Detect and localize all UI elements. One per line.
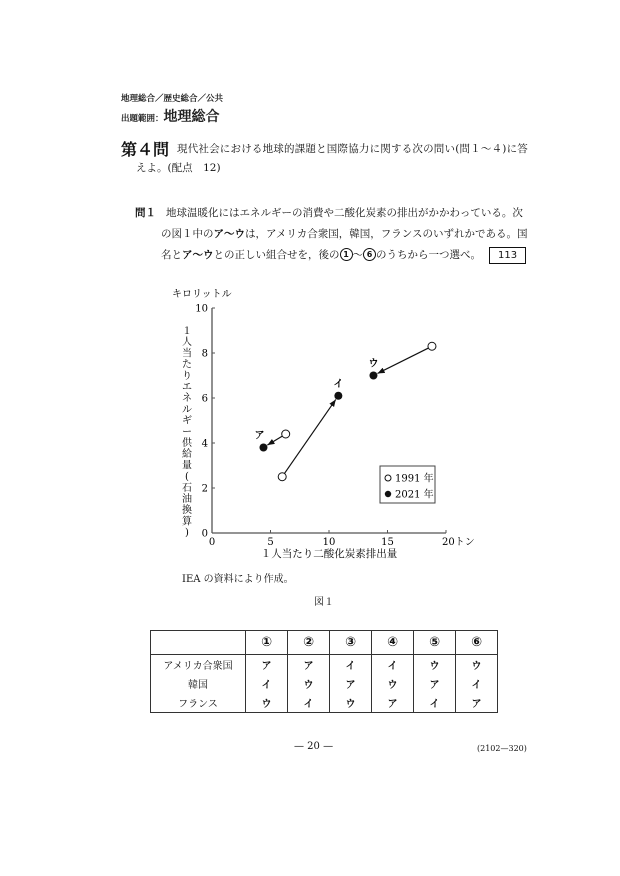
- y-axis-label-char: 量: [182, 460, 192, 472]
- table-cell: イ: [246, 674, 288, 693]
- y-tick-label: 6: [201, 393, 208, 405]
- choice-number-header: ②: [288, 631, 330, 655]
- choice-number-header: ③: [330, 631, 372, 655]
- table-cell: イ: [372, 655, 414, 675]
- x-tick-label: 10: [322, 537, 336, 548]
- y-axis-label-char: ル: [182, 404, 192, 416]
- table-cell: ア: [288, 655, 330, 675]
- legend: [380, 466, 435, 503]
- y-axis-label-char: た: [182, 359, 192, 371]
- y-axis-label-char: ): [185, 527, 189, 539]
- header-empty-cell: [151, 631, 246, 655]
- country-label: フランス: [178, 699, 218, 710]
- choice-number-header: ⑤: [414, 631, 456, 655]
- choices-table: [150, 630, 498, 713]
- page-number: — 20 —: [294, 741, 334, 752]
- table-cell: イ: [414, 693, 456, 713]
- text: 名と: [161, 249, 182, 261]
- point-2021: [334, 392, 342, 400]
- x-tick-label: 0: [208, 537, 216, 548]
- text: のうちから一つ選べ。: [376, 249, 481, 261]
- series-イ: [278, 378, 343, 481]
- y-axis-label-char: 人: [182, 337, 192, 349]
- table-row: [151, 693, 498, 713]
- y-tick-label: 4: [201, 438, 208, 450]
- table-cell: ウ: [372, 674, 414, 693]
- series-ウ: [368, 342, 436, 379]
- y-axis-label-char: 給: [182, 449, 192, 461]
- answer-number-box[interactable]: 113: [489, 247, 526, 264]
- y-axis-label-char: ギ: [182, 415, 192, 427]
- table-header-row: [151, 631, 498, 655]
- question-text-line2: えよ。(配点 12): [136, 162, 221, 174]
- point-1991: [282, 430, 290, 438]
- choice-first-icon: 1: [340, 248, 353, 261]
- y-unit-label: キロリットル: [172, 289, 232, 300]
- series-label: ア: [254, 430, 265, 442]
- y-axis-label-char: 算: [182, 516, 192, 528]
- range-value: 地理総合: [163, 109, 220, 125]
- y-axis-label-char: り: [182, 370, 192, 382]
- text: は，アメリカ合衆国，韓国，フランスのいずれかである。国: [245, 228, 528, 240]
- text: との正しい組合せを，後の: [213, 249, 340, 261]
- range-prefix: 出題範囲：: [121, 114, 164, 124]
- country-label: 韓国: [188, 680, 208, 691]
- table-cell: ウ: [246, 693, 288, 713]
- y-axis-label-char: 油: [182, 494, 192, 505]
- legend-label: 2021 年: [395, 489, 434, 501]
- y-axis-label-char: 換: [182, 505, 192, 517]
- y-tick-label: 2: [201, 483, 208, 495]
- question-number: 第４問: [121, 140, 170, 159]
- trend-arrow: [284, 399, 335, 473]
- country-label: アメリカ合衆国: [163, 661, 233, 672]
- legend-label: 1991 年: [395, 473, 434, 485]
- table-cell: ア: [456, 693, 498, 713]
- choice-last-icon: 6: [363, 248, 376, 261]
- table-cell: イ: [288, 693, 330, 713]
- table-cell: ア: [414, 674, 456, 693]
- table-row: [151, 655, 498, 675]
- bold-text: ア～ウ: [213, 228, 245, 240]
- table-cell: ウ: [288, 674, 330, 693]
- y-axis-label-char: １: [182, 326, 192, 337]
- y-axis-label: [182, 326, 193, 539]
- x-tick-label: 20トン: [442, 537, 475, 548]
- text: の図１中の: [161, 228, 214, 240]
- table-cell: イ: [456, 674, 498, 693]
- subject-label: 地理総合／歴史総合／公共: [121, 94, 224, 104]
- table-cell: ア: [372, 693, 414, 713]
- trend-arrow: [267, 436, 282, 445]
- x-tick-label: 15: [381, 537, 394, 548]
- y-axis-label-char: 当: [182, 348, 192, 360]
- y-tick-label: 8: [201, 348, 208, 360]
- chart-source: IEA の資料により作成。: [182, 574, 294, 585]
- table-cell: ウ: [456, 655, 498, 675]
- sub-question-label: 問１: [135, 207, 156, 219]
- x-axis-label: １人当たり二酸化炭素排出量: [260, 548, 398, 560]
- table-cell: ウ: [330, 693, 372, 713]
- y-axis-label-char: 石: [182, 482, 192, 494]
- choice-number-header: ④: [372, 631, 414, 655]
- series-label: イ: [333, 378, 344, 390]
- y-tick-label: 10: [195, 303, 208, 315]
- series-label: ウ: [368, 358, 379, 370]
- table-cell: ア: [246, 655, 288, 675]
- choice-number-header: ①: [246, 631, 288, 655]
- y-axis-label-char: 供: [182, 438, 192, 449]
- y-axis-label-char: ネ: [182, 393, 192, 405]
- table-cell: ウ: [414, 655, 456, 675]
- legend-filled-circle-icon: [385, 491, 391, 497]
- point-1991: [428, 342, 436, 350]
- y-axis-label-char: (: [185, 471, 189, 483]
- y-axis-label-char: エ: [182, 382, 192, 393]
- point-2021: [259, 444, 267, 452]
- point-1991: [278, 473, 286, 481]
- bold-text: ア～ウ: [182, 249, 214, 261]
- table-cell: ア: [330, 674, 372, 693]
- series-ア: [254, 430, 289, 452]
- x-tick-label: 5: [267, 537, 274, 548]
- figure-caption: 図１: [314, 597, 334, 608]
- text: ～: [352, 249, 363, 261]
- choice-number-header: ⑥: [456, 631, 498, 655]
- sub-question-line1: 地球温暖化にはエネルギーの消費や二酸化炭素の排出がかかわっている。次: [166, 207, 523, 219]
- question-text-line1: 現代社会における地球的課題と国際協力に関する次の問い(問１～４)に答: [177, 143, 528, 155]
- point-2021: [369, 372, 377, 380]
- y-axis-label-char: ー: [182, 426, 192, 438]
- trend-arrow: [377, 348, 428, 373]
- legend-open-circle-icon: [385, 475, 391, 481]
- table-cell: イ: [330, 655, 372, 675]
- table-row: [151, 674, 498, 693]
- document-code: (2102—320): [477, 744, 527, 753]
- y-tick-label: 0: [201, 528, 208, 540]
